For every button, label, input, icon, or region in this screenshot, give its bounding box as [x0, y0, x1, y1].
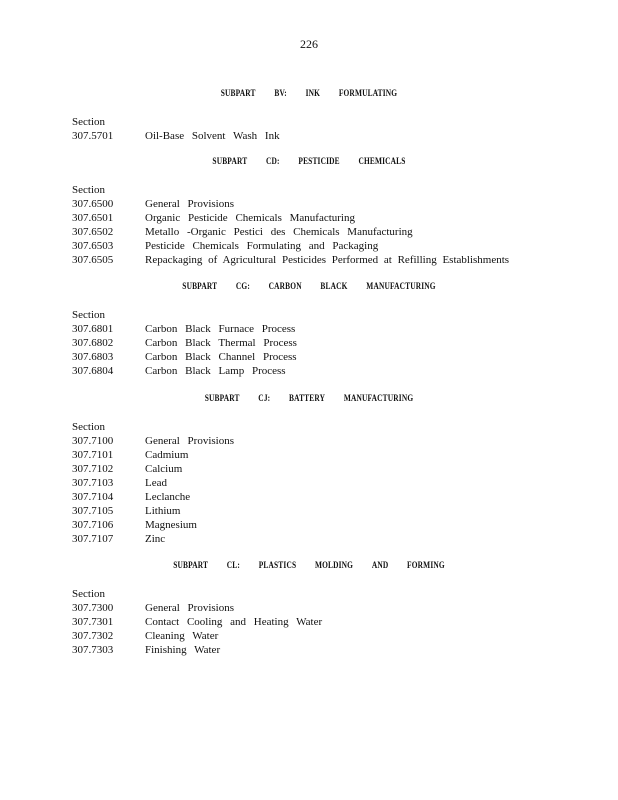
heading-word: FORMING [407, 561, 445, 571]
heading-word: CHEMICALS [358, 157, 406, 167]
section-title: Carbon Black Furnace Process [145, 323, 296, 335]
section-title: Leclanche [145, 491, 191, 503]
section-row [72, 336, 592, 350]
heading-word: BLACK [320, 282, 348, 292]
section-title: Carbon Black Thermal Process [145, 337, 297, 349]
section-title: Oil-Base Solvent Wash Ink [145, 130, 280, 142]
section-block-bv [72, 115, 592, 143]
section-row [72, 462, 592, 476]
subpart-heading-cl [68, 561, 550, 571]
section-row [72, 448, 592, 462]
section-label: Section [72, 116, 105, 128]
section-block-cl [72, 587, 592, 657]
section-title: Carbon Black Channel Process [145, 351, 297, 363]
heading-word: PLASTICS [258, 561, 297, 571]
section-label: Section [72, 309, 105, 321]
section-row [72, 211, 592, 225]
section-row [72, 490, 592, 504]
section-number: 307.6802 [72, 337, 114, 349]
section-row [72, 197, 592, 211]
section-row [72, 504, 592, 518]
section-row [72, 350, 592, 364]
section-title: General Provisions [145, 435, 235, 447]
section-title: Pesticide Chemicals Formulating and Packaging [145, 240, 379, 252]
section-title: Calcium [145, 463, 183, 475]
section-number: 307.6501 [72, 212, 114, 224]
section-title: Contact Cooling and Heating Water [145, 616, 323, 628]
heading-word: SUBPART [212, 157, 248, 167]
section-number: 307.6505 [72, 254, 114, 266]
heading-word: MANUFACTURING [343, 394, 414, 404]
section-row [72, 225, 592, 239]
section-number: 307.7301 [72, 616, 114, 628]
heading-word: PESTICIDE [298, 157, 340, 167]
section-title: General Provisions [145, 602, 235, 614]
section-title: Organic Pesticide Chemicals Manufacturing [145, 212, 355, 224]
section-block-cd [72, 183, 592, 267]
section-title: Repackaging of Agricultural Pesticides Performed at Refilling Establishments [145, 254, 510, 266]
heading-word: SUBPART [204, 394, 240, 404]
section-row [72, 322, 592, 336]
section-number: 307.7103 [72, 477, 114, 489]
heading-word: MOLDING [314, 561, 354, 571]
section-title: Metallo -Organic Pestici des Chemicals Manufacturing [145, 226, 413, 238]
section-title: Lead [145, 477, 167, 489]
section-number: 307.6500 [72, 198, 114, 210]
heading-word: SUBPART [220, 89, 256, 99]
section-title: Zinc [145, 533, 166, 545]
heading-word: BATTERY [289, 394, 326, 404]
section-number: 307.7100 [72, 435, 114, 447]
section-title: Finishing Water [145, 644, 221, 656]
section-number: 307.7300 [72, 602, 114, 614]
section-row [72, 629, 592, 643]
section-row [72, 364, 592, 378]
section-row [72, 434, 592, 448]
section-number: 307.7105 [72, 505, 114, 517]
heading-word: AND [371, 561, 389, 571]
heading-word: SUBPART [173, 561, 209, 571]
section-block-cg [72, 308, 592, 378]
section-number: 307.6801 [72, 323, 114, 335]
section-number: 307.7102 [72, 463, 114, 475]
section-number: 307.7303 [72, 644, 114, 656]
heading-word: CJ: [258, 394, 271, 404]
section-label: Section [72, 421, 105, 433]
section-number: 307.5701 [72, 130, 114, 142]
section-label: Section [72, 184, 105, 196]
section-title: Cadmium [145, 449, 189, 461]
subpart-heading-cd [68, 157, 550, 167]
heading-word: FORMULATING [338, 89, 398, 99]
section-title: Cleaning Water [145, 630, 219, 642]
heading-word: CARBON [268, 282, 302, 292]
section-number: 307.7104 [72, 491, 114, 503]
section-title: Carbon Black Lamp Process [145, 365, 286, 377]
section-number: 307.6804 [72, 365, 114, 377]
section-row [72, 615, 592, 629]
section-row [72, 239, 592, 253]
section-block-cj [72, 420, 592, 546]
section-row [72, 532, 592, 546]
section-number: 307.7101 [72, 449, 114, 461]
section-title: Lithium [145, 505, 181, 517]
subpart-heading-bv [68, 89, 550, 99]
section-number: 307.6503 [72, 240, 114, 252]
heading-word: CL: [226, 561, 241, 571]
section-row [72, 129, 592, 143]
section-row [72, 476, 592, 490]
heading-word: INK [305, 89, 321, 99]
heading-word: CD: [266, 157, 280, 167]
section-number: 307.7107 [72, 533, 114, 545]
section-title: Magnesium [145, 519, 197, 531]
section-row [72, 253, 592, 267]
section-number: 307.7106 [72, 519, 114, 531]
heading-word: SUBPART [182, 282, 218, 292]
section-label: Section [72, 588, 105, 600]
heading-word: CG: [235, 282, 250, 292]
heading-word: BV: [274, 89, 287, 99]
section-row [72, 601, 592, 615]
page-number: 226 [300, 37, 318, 51]
heading-word: MANUFACTURING [366, 282, 436, 292]
section-title: General Provisions [145, 198, 235, 210]
section-number: 307.7302 [72, 630, 114, 642]
section-row [72, 643, 592, 657]
subpart-heading-cg [68, 282, 550, 292]
subpart-heading-cj [68, 394, 550, 404]
section-number: 307.6502 [72, 226, 114, 238]
section-number: 307.6803 [72, 351, 114, 363]
section-row [72, 518, 592, 532]
